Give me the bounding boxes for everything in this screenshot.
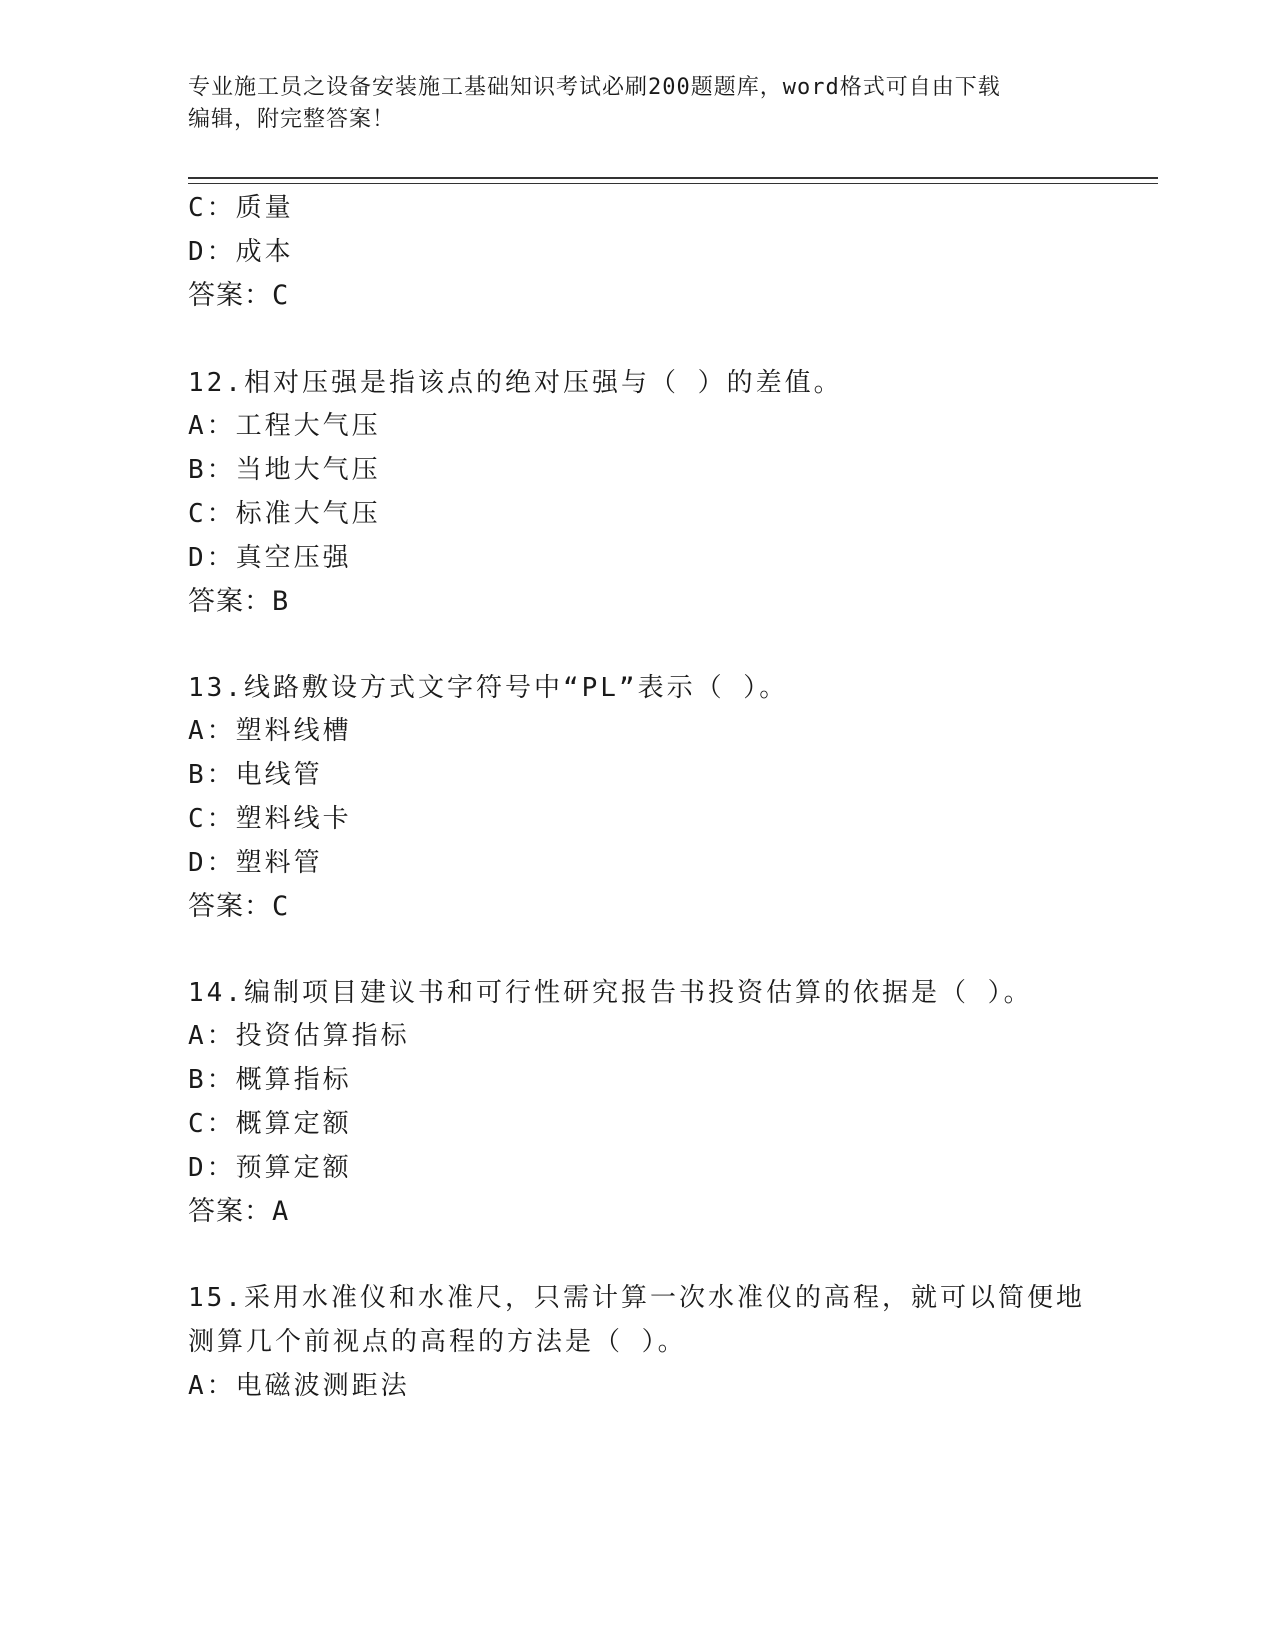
q12-option-b: B：当地大气压 (188, 455, 381, 485)
header-line-1: 专业施工员之设备安装施工基础知识考试必刷200题题库，word格式可自由下载 (188, 75, 1001, 100)
q15-question-line-2: 测算几个前视点的高程的方法是（ ）。 (188, 1327, 687, 1357)
q15-question-line-1: 15.采用水准仪和水准尺，只需计算一次水准仪的高程，就可以简便地 (188, 1283, 1085, 1313)
header-divider-thick (188, 177, 1158, 179)
q14-answer (188, 1195, 289, 1229)
q13-question: 13.线路敷设方式文字符号中“PL”表示（ ）。 (188, 673, 789, 703)
q12-option-d: D：真空压强 (188, 543, 352, 573)
q11-option-d: D：成本 (188, 237, 294, 267)
document-header (188, 72, 1088, 136)
q13-option-a: A：塑料线槽 (188, 716, 352, 746)
q14-option-b: B：概算指标 (188, 1065, 352, 1095)
q13-answer (188, 890, 289, 924)
header-divider-thin (188, 183, 1158, 184)
q14-option-d: D：预算定额 (188, 1153, 352, 1183)
q13-option-b: B：电线管 (188, 760, 323, 790)
answer-value: A (272, 1196, 290, 1227)
q14-option-c: C：概算定额 (188, 1109, 352, 1139)
answer-label: 答案： (188, 891, 272, 922)
answer-value: C (272, 280, 290, 311)
q12-option-c: C：标准大气压 (188, 499, 381, 529)
answer-label: 答案： (188, 1196, 272, 1227)
q13-option-c: C：塑料线卡 (188, 804, 352, 834)
q12-question: 12.相对压强是指该点的绝对压强与（ ）的差值。 (188, 368, 843, 398)
q14-question: 14.编制项目建议书和可行性研究报告书投资估算的依据是（ ）。 (188, 978, 1033, 1008)
q15-option-a: A：电磁波测距法 (188, 1371, 410, 1401)
q12-answer (188, 585, 289, 619)
q14-option-a: A：投资估算指标 (188, 1021, 410, 1051)
answer-label: 答案： (188, 280, 272, 311)
q13-option-d: D：塑料管 (188, 848, 323, 878)
header-line-2: 编辑，附完整答案！ (188, 107, 396, 132)
answer-value: B (272, 586, 290, 617)
answer-label: 答案： (188, 586, 272, 617)
q11-answer (188, 279, 289, 313)
answer-value: C (272, 891, 290, 922)
q11-option-c: C：质量 (188, 193, 294, 223)
q12-option-a: A：工程大气压 (188, 411, 381, 441)
